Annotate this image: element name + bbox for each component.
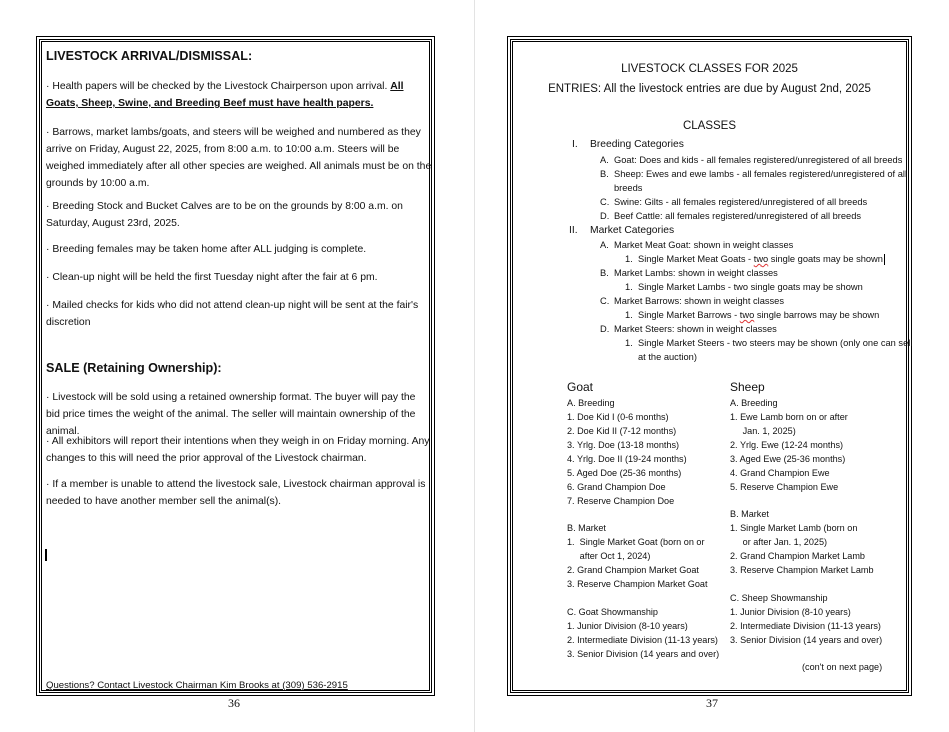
sheep-breeding-letter: B.	[600, 169, 609, 179]
page-spread-divider	[474, 0, 475, 732]
page-number-37: 37	[706, 696, 718, 710]
list-item: 2. Intermediate Division (11-13 years)	[730, 621, 881, 631]
goat-market-header: B. Market	[567, 523, 606, 533]
list-item: 1. Single Market Lamb (born on	[730, 523, 858, 533]
swine-breeding-letter: C.	[600, 197, 610, 207]
list-item: 3. Yrlg. Doe (13-18 months)	[567, 440, 680, 450]
market-barrows-text: Market Barrows: shown in weight classes	[614, 296, 784, 306]
list-item: 3. Senior Division (14 years and over)	[730, 635, 883, 645]
market-steers-sub-text-cont: at the auction)	[638, 352, 697, 362]
market-goat-sub-post: single goats may be shown	[768, 254, 883, 264]
sheep-column-header: Sheep	[730, 380, 765, 394]
text-cursor	[45, 549, 47, 561]
list-item: 2. Intermediate Division (11-13 years)	[567, 635, 718, 645]
list-item: 1. Junior Division (8-10 years)	[730, 607, 851, 617]
market-steers-sub-number: 1.	[625, 338, 633, 348]
list-item: Jan. 1, 2025)	[730, 426, 796, 436]
market-numeral: II.	[569, 225, 578, 236]
list-item: 3. Reserve Champion Market Goat	[567, 579, 708, 589]
arrival-dismissal-title: LIVESTOCK ARRIVAL/DISMISSAL:	[46, 49, 253, 63]
list-item: 2. Grand Champion Market Lamb	[730, 551, 865, 561]
classes-title: LIVESTOCK CLASSES FOR 2025	[621, 63, 798, 75]
questions-footer: Questions? Contact Livestock Chairman Kim Brooks at (309) 536-2915	[46, 680, 348, 691]
market-lambs-sub-text: Single Market Lambs - two single goats may be shown	[638, 282, 863, 292]
sale-format-paragraph: · Livestock will be sold using a retained ownership format. The buyer will pay the bid price times the weight of the animal. The seller will maintain ownership of the animal.	[46, 392, 416, 437]
list-item: 3. Reserve Champion Market Lamb	[730, 565, 874, 575]
list-item: 3. Aged Ewe (25-36 months)	[730, 454, 846, 464]
list-item: 4. Grand Champion Ewe	[730, 468, 830, 478]
market-barrows-sub-text	[638, 310, 879, 320]
breeding-stock-paragraph: · Breeding Stock and Bucket Calves are to be on the grounds by 8:00 a.m. on Saturday, August 23rd, 2025.	[46, 201, 403, 229]
beef-breeding-text: Beef Cattle: all females registered/unregistered of all breeds	[614, 211, 862, 221]
sheep-breeding-text: Sheep: Ewes and ewe lambs - all females registered/unregistered of all	[614, 169, 908, 179]
market-categories-label: Market Categories	[590, 225, 675, 236]
market-steers-text: Market Steers: shown in weight classes	[614, 324, 777, 334]
market-steers-letter: D.	[600, 324, 610, 334]
list-item: 1. Doe Kid I (0-6 months)	[567, 412, 669, 422]
goat-breeding-letter: A.	[600, 155, 609, 165]
health-papers-emphasis: All Goats, Sheep, Swine, and Breeding Beef must have health papers.	[46, 81, 404, 109]
list-item: 7. Reserve Champion Doe	[567, 496, 675, 506]
sheep-showmanship-header: C. Sheep Showmanship	[730, 593, 828, 603]
list-item: or after Jan. 1, 2025)	[730, 537, 828, 547]
goat-breeding-text: Goat: Does and kids - all females registered/unregistered of all breeds	[614, 155, 903, 165]
swine-breeding-text: Swine: Gilts - all females registered/unregistered of all breeds	[614, 197, 868, 207]
list-item: after Oct 1, 2024)	[567, 551, 651, 561]
spelling-flag-two: two	[753, 254, 769, 264]
market-steers-sub-text: Single Market Steers - two steers may be shown (only one can sell	[638, 338, 913, 348]
page-36-frame	[39, 39, 432, 693]
goat-breeding-header: A. Breeding	[567, 398, 615, 408]
sale-intentions-paragraph: · All exhibitors will report their intentions when they weigh in on Friday morning. Any changes to this will need the prior approval of the Livestock chairman.	[46, 436, 430, 464]
breeding-females-paragraph: · Breeding females may be taken home after ALL judging is complete.	[46, 244, 367, 255]
market-barrows-sub-post: single barrows may be shown	[754, 310, 880, 320]
market-goat-text: Market Meat Goat: shown in weight classes	[614, 240, 794, 250]
breeding-numeral: I.	[572, 139, 578, 150]
continued-note: (con't on next page)	[802, 662, 883, 672]
classes-heading: CLASSES	[682, 120, 737, 132]
goat-showmanship-header: C. Goat Showmanship	[567, 607, 658, 617]
mailed-checks-paragraph: · Mailed checks for kids who did not attend clean-up night will be sent at the fair's discretion	[46, 300, 419, 328]
list-item: 1. Single Market Goat (born on or	[567, 537, 705, 547]
market-lambs-sub-number: 1.	[625, 282, 633, 292]
market-goat-sub-pre: Single Market Meat Goats -	[638, 254, 754, 264]
market-lambs-letter: B.	[600, 268, 609, 278]
list-item: 6. Grand Champion Doe	[567, 482, 666, 492]
list-item: 3. Senior Division (14 years and over)	[567, 649, 720, 659]
market-goat-sub-text	[638, 254, 885, 265]
text-cursor-right	[884, 254, 885, 265]
list-item: 5. Aged Doe (25-36 months)	[567, 468, 682, 478]
list-item: 4. Yrlg. Doe II (19-24 months)	[567, 454, 687, 464]
sheep-market-header: B. Market	[730, 509, 769, 519]
market-goat-sub-number: 1.	[625, 254, 633, 264]
goat-column-header: Goat	[567, 380, 594, 394]
market-barrows-sub-pre: Single Market Barrows -	[638, 310, 740, 320]
list-item: 2. Yrlg. Ewe (12-24 months)	[730, 440, 844, 450]
list-item: 5. Reserve Champion Ewe	[730, 482, 839, 492]
market-lambs-text: Market Lambs: shown in weight classes	[614, 268, 778, 278]
list-item: 2. Grand Champion Market Goat	[567, 565, 699, 575]
breeding-categories-label: Breeding Categories	[590, 139, 684, 150]
health-papers-paragraph	[46, 78, 432, 112]
list-item: 2. Doe Kid II (7-12 months)	[567, 426, 677, 436]
sheep-breeding-text-cont: breeds	[614, 183, 643, 193]
sale-title: SALE (Retaining Ownership):	[46, 361, 222, 375]
health-papers-text: · Health papers will be checked by the Livestock Chairperson upon arrival.	[46, 81, 391, 92]
spelling-flag-two: two	[739, 310, 755, 320]
list-item: 1. Junior Division (8-10 years)	[567, 621, 688, 631]
market-goat-letter: A.	[600, 240, 609, 250]
sheep-breeding-header: A. Breeding	[730, 398, 778, 408]
page-number-36: 36	[228, 696, 240, 710]
sale-approval-paragraph: · If a member is unable to attend the livestock sale, Livestock chairman approval is needed to have another member sell the animal(s).	[46, 479, 426, 507]
list-item: 1. Ewe Lamb born on or after	[730, 412, 848, 422]
page-37-frame	[510, 39, 913, 693]
beef-breeding-letter: D.	[600, 211, 610, 221]
clean-up-paragraph: · Clean-up night will be held the first Tuesday night after the fair at 6 pm.	[46, 272, 378, 283]
market-barrows-letter: C.	[600, 296, 610, 306]
weigh-in-paragraph: · Barrows, market lambs/goats, and steers will be weighed and numbered as they arrive on Friday, August 22, 2025, from 8:00 a.m. to 10:00 a.m. Steers will be weighed immediately after all other species are weighed. All animals must be on the grounds by 10:00 a.m.	[46, 127, 432, 189]
market-barrows-sub-number: 1.	[625, 310, 633, 320]
entries-deadline: ENTRIES: All the livestock entries are due by August 2nd, 2025	[548, 83, 871, 95]
